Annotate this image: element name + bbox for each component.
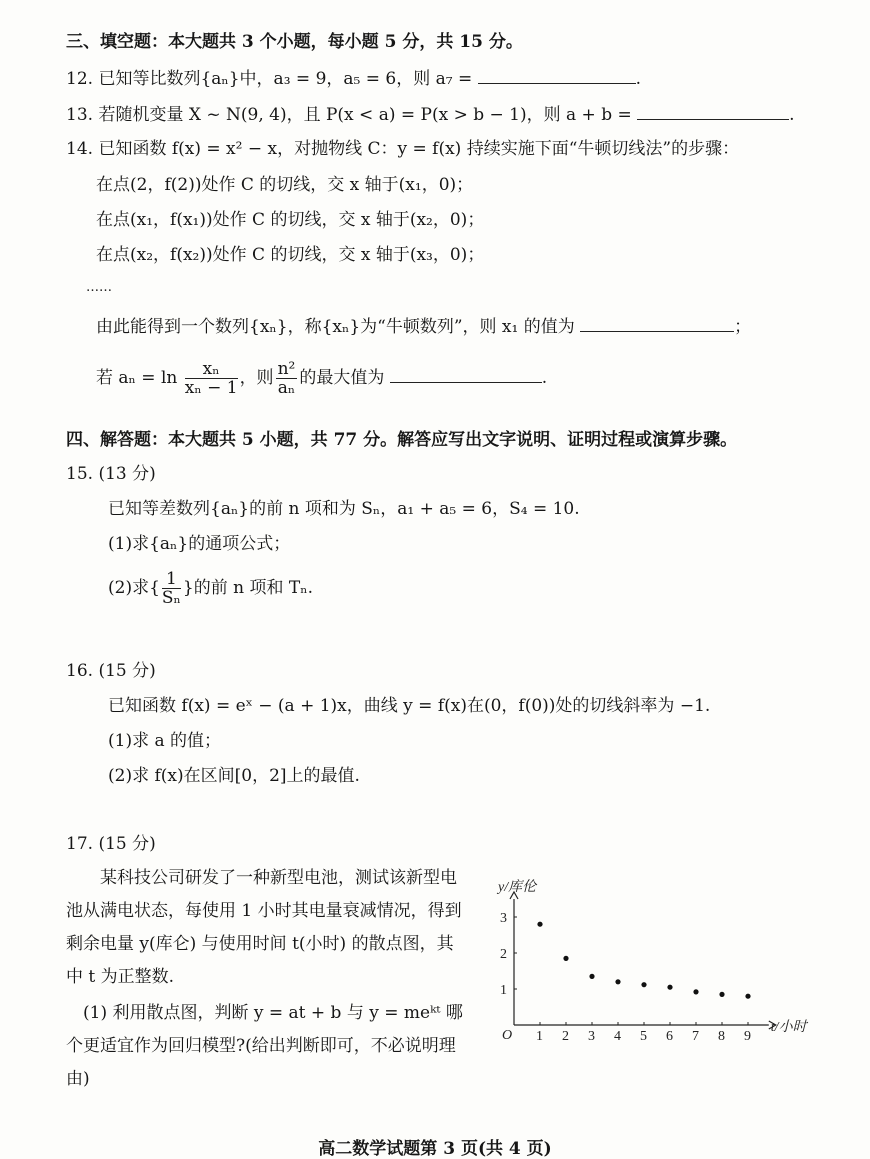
question-15-part-2-post: }的前 n 项和 Tₙ. [182,578,313,598]
question-14-ellipsis: …… [86,280,112,295]
question-14-line-b [96,358,547,398]
x-tick-label: 5 [640,1029,647,1044]
x-tick-label: 9 [744,1029,751,1044]
y-tick-label: 2 [500,947,507,962]
question-17-paragraph: 某科技公司研发了一种新型电池，测试该新型电池从满电状态，每使用 1 小时其电量衰减情况，得到剩余电量 y(库仑) 与使用时间 t(小时) 的散点图，其中 t 为正整数. [66,868,462,987]
question-15-part-1: (1)求{aₙ}的通项公式； [108,534,291,554]
x-axis-label: t/小时 [770,1020,807,1035]
question-13 [66,101,795,127]
x-tick-label: 4 [614,1029,621,1044]
data-point [667,985,672,990]
x-tick-label: 1 [536,1029,543,1044]
question-13-end: . [789,105,795,125]
data-point [563,956,568,961]
x-tick-label: 7 [692,1029,699,1044]
question-16-stem: 已知函数 f(x) = eˣ − (a + 1)x，曲线 y = f(x)在(0，f(0))处的切线斜率为 −1. [108,696,711,716]
question-14-intro: 14. 已知函数 f(x) = x² − x，对抛物线 C：y = f(x) 持续实施下面“牛顿切线法”的步骤： [66,139,740,159]
question-16-head: 16. (15 分) [66,661,156,681]
x-tick-label: 2 [562,1029,569,1044]
y-tick-label: 1 [500,983,507,998]
x-tick-label: 3 [588,1029,595,1044]
question-14-line-b-end: . [541,368,548,388]
fraction-1-numerator: xₙ [185,360,238,379]
question-14-step-3: 在点(x₂，f(x₂))处作 C 的切线，交 x 轴于(x₃，0)； [96,245,485,265]
question-14-line-a-text: 由此能得到一个数列{xₙ}，称{xₙ}为“牛顿数列”，则 x₁ 的值为 [96,317,575,337]
question-16-part-1: (1)求 a 的值； [108,731,222,751]
question-16-part-2: (2)求 f(x)在区间[0，2]上的最值. [108,766,360,786]
question-12-text: 12. 已知等比数列{aₙ}中，a₃ = 9，a₅ = 6，则 a₇ = [66,69,473,89]
x-tick-label: 8 [718,1029,725,1044]
question-15-part-2 [108,568,313,608]
question-14-step-1: 在点(2，f(2))处作 C 的切线，交 x 轴于(x₁，0)； [96,175,474,195]
question-12-end: . [635,69,642,89]
data-point [589,974,594,979]
data-point [745,994,750,999]
chart-axes [510,892,776,1029]
data-point [719,992,724,997]
data-point [537,922,542,927]
origin-label: O [502,1028,513,1043]
fraction-xn-over-xn-minus-1 [185,360,238,397]
chart-ticks [496,879,809,1044]
fraction-n2-over-an [276,360,298,397]
question-14-line-a [96,313,751,339]
question-17-head: 17. (15 分) [66,834,156,854]
answer-blank-14a[interactable] [580,313,734,332]
question-15-part-2-pre: (2)求{ [108,578,160,598]
fraction-3-denominator: Sₙ [161,588,181,608]
section-3-title: 三、填空题：本大题共 3 个小题，每小题 5 分，共 15 分。 [66,32,523,52]
fraction-2-denominator: aₙ [277,378,296,398]
data-point [693,989,698,994]
question-12 [66,65,641,91]
fraction-2-numerator: n² [277,359,296,379]
question-15-head: 15. (13 分) [66,464,156,484]
page-footer: 高二数学试题第 3 页(共 4 页) [318,1139,552,1159]
x-tick-label: 6 [666,1029,673,1044]
question-14-line-b-mid: ，则 [239,368,274,388]
scatter-chart [490,860,807,1045]
question-13-text: 13. 若随机变量 X ~ N(9, 4)，且 P(x < a) = P(x > b − 1)，则 a + b = [66,105,632,125]
section-4-title: 四、解答题：本大题共 5 小题，共 77 分。解答应写出文字说明、证明过程或演算步骤。 [66,430,738,450]
fraction-1-over-sn [162,570,181,607]
question-14-step-2: 在点(x₁，f(x₁))处作 C 的切线，交 x 轴于(x₂，0)； [96,210,485,230]
question-14-line-a-end: ； [734,317,752,337]
answer-blank-12[interactable] [478,65,636,84]
fraction-1-denominator: xₙ − 1 [184,378,238,398]
y-tick-label: 3 [500,911,507,926]
data-point [641,982,646,987]
question-15-stem: 已知等差数列{aₙ}的前 n 项和为 Sₙ，a₁ + a₅ = 6，S₄ = 10. [108,499,580,519]
y-axis-label: y/库伦 [498,880,537,895]
question-17-part-1: (1) 利用散点图，判断 y = at + b 与 y = meᵏᵗ 哪个更适宜作为回归模型?(给出判断即可，不必说明理由) [66,1003,463,1089]
answer-blank-14b[interactable] [390,364,542,383]
chart-points [537,922,750,999]
answer-blank-13[interactable] [637,101,789,120]
question-14-line-b-pre: 若 aₙ = ln [96,368,178,388]
data-point [615,979,620,984]
fraction-3-numerator: 1 [162,570,181,589]
question-14-line-b-post: 的最大值为 [299,368,385,388]
